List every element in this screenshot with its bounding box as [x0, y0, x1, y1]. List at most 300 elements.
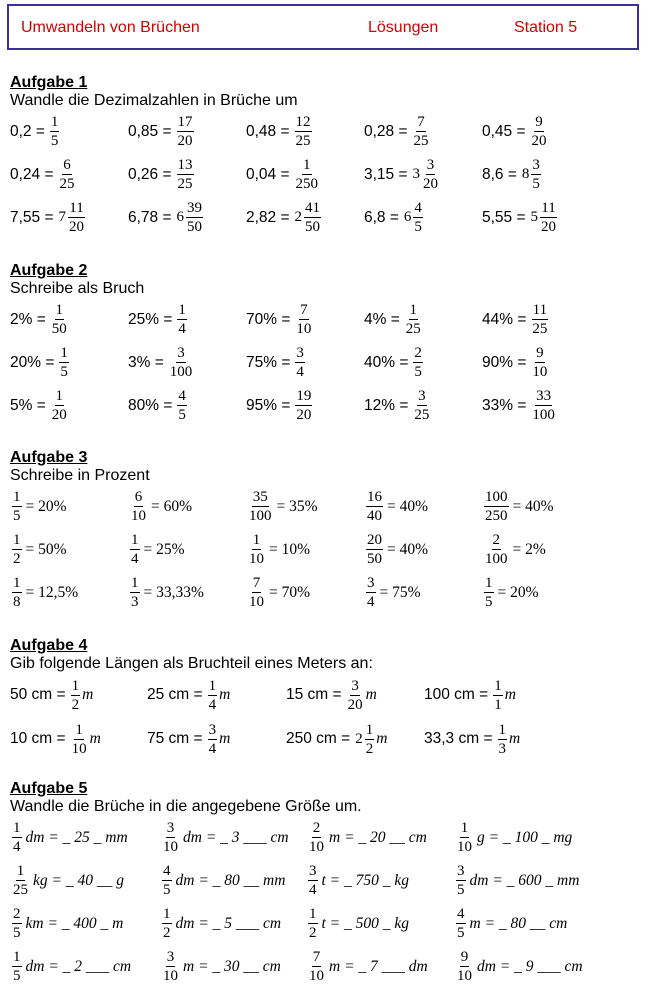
unit: m: [82, 686, 94, 703]
result: dm = _ 5 ___ cm: [175, 914, 282, 932]
result: dm = _ 3 ___ cm: [183, 828, 289, 846]
denominator: 5: [13, 968, 21, 984]
exercise-item: [286, 673, 377, 717]
numerator: 33: [536, 388, 552, 404]
numerator: 2: [13, 906, 21, 922]
numerator: 3: [367, 575, 375, 591]
exercise-term: 40% =: [364, 353, 409, 371]
fraction: [484, 489, 509, 524]
exercise-term: 20% =: [10, 353, 55, 371]
numerator: 1: [498, 721, 506, 738]
fraction: [130, 532, 140, 567]
fraction: [177, 302, 187, 337]
fraction: [422, 157, 439, 192]
fraction: [304, 200, 321, 235]
fraction: [365, 722, 375, 757]
denominator: 20: [541, 219, 557, 235]
fraction: [531, 157, 541, 192]
denominator: 4: [13, 839, 21, 855]
numerator: 3: [426, 157, 435, 173]
task-instruction: Wandle die Dezimalzahlen in Brüche um: [10, 92, 298, 109]
fraction: [347, 678, 364, 713]
denominator: 25: [414, 407, 430, 423]
denominator: 10: [249, 551, 264, 567]
exercise-item: [10, 528, 67, 571]
denominator: 2: [163, 925, 171, 941]
exercise-item: [128, 571, 204, 614]
numerator: 3: [166, 820, 175, 836]
exercise-item: [10, 673, 93, 717]
exercise-item: [364, 341, 425, 384]
numerator: 6: [63, 157, 71, 173]
whole-number: 2: [355, 730, 363, 747]
exercise-item: [424, 673, 516, 717]
unit: m: [219, 730, 231, 747]
fraction: [248, 489, 273, 524]
exercise-term: 8,6 =: [482, 165, 517, 183]
task-instruction: Wandle die Brüche in die angegebene Größe um.: [10, 798, 362, 815]
result: dm = _ 9 ___ cm: [477, 957, 583, 975]
result: = 70%: [269, 583, 311, 601]
fraction: [186, 200, 203, 235]
numerator: 1: [71, 677, 80, 694]
denominator: 4: [367, 594, 375, 610]
numerator: 1: [460, 820, 469, 836]
denominator: 10: [131, 508, 146, 524]
numerator: 4: [414, 200, 422, 216]
result: = 25%: [143, 540, 185, 558]
fraction: [208, 678, 218, 713]
denominator: 10: [457, 968, 472, 984]
numerator: 7: [300, 302, 308, 318]
exercise-term: 0,24 =: [10, 165, 54, 183]
exercise-item: [306, 902, 409, 945]
denominator: 5: [178, 407, 186, 423]
exercise-term: 70% =: [246, 310, 291, 328]
task-2: [10, 262, 640, 427]
result: = 20%: [497, 583, 539, 601]
result: m = _ 20 __ cm: [329, 828, 427, 846]
denominator: 10: [309, 968, 324, 984]
exercise-term: 5% =: [10, 396, 46, 414]
denominator: 25: [532, 321, 548, 337]
numerator: 1: [60, 345, 68, 361]
numerator: 1: [208, 677, 217, 694]
denominator: 4: [296, 364, 304, 380]
exercise-item: [128, 110, 196, 153]
fraction: [456, 863, 466, 898]
exercise-row: [10, 717, 640, 761]
result: = 35%: [276, 497, 318, 515]
exercise-item: [128, 153, 196, 196]
exercise-item: [128, 298, 189, 341]
exercise-term: 3,15 =: [364, 165, 408, 183]
exercise-item: [482, 153, 543, 196]
numerator: 12: [295, 114, 311, 130]
result: dm = _ 2 ___ cm: [25, 957, 132, 975]
fraction: [71, 722, 88, 757]
numerator: 1: [13, 489, 21, 505]
exercise-item: [364, 110, 432, 153]
exercise-item: [482, 341, 550, 384]
exercise-item: [160, 945, 281, 988]
exercise-row: [10, 945, 640, 988]
exercise-term: 44% =: [482, 310, 527, 328]
exercise-item: [160, 902, 281, 945]
result: = 20%: [25, 497, 67, 515]
exercise-item: [10, 153, 78, 196]
exercise-item: [364, 384, 432, 427]
numerator: 20: [367, 532, 382, 548]
exercise-item: [147, 673, 230, 717]
result: kg = _ 40 __ g: [33, 871, 124, 889]
result: dm = _ 25 _ mm: [25, 828, 128, 846]
denominator: 4: [131, 551, 139, 567]
fraction: [130, 575, 140, 610]
exercise-term: 10 cm =: [10, 730, 66, 747]
denominator: 8: [13, 594, 21, 610]
result: = 12,5%: [25, 583, 79, 601]
denominator: 4: [208, 696, 217, 713]
denominator: 5: [13, 925, 21, 941]
fraction: [295, 388, 312, 423]
denominator: 5: [50, 133, 59, 149]
exercise-item: [10, 196, 87, 239]
denominator: 50: [367, 551, 382, 567]
numerator: 3: [208, 721, 217, 738]
denominator: 10: [309, 839, 324, 855]
result: = 2%: [512, 540, 546, 558]
exercise-item: [364, 196, 425, 239]
exercise-item: [482, 384, 558, 427]
exercise-item: [482, 298, 550, 341]
exercise-term: 90% =: [482, 353, 527, 371]
result: = 40%: [387, 540, 429, 558]
denominator: 25: [413, 133, 429, 149]
fraction: [498, 722, 508, 757]
fraction: [456, 949, 473, 984]
exercise-row: [10, 196, 640, 239]
fraction: [248, 575, 265, 610]
exercise-term: 0,26 =: [128, 165, 172, 183]
fraction: [366, 532, 383, 567]
denominator: 2: [309, 925, 317, 941]
denominator: 20: [531, 133, 547, 149]
exercise-item: [482, 571, 539, 614]
numerator: 35: [252, 489, 268, 505]
denominator: 5: [60, 364, 68, 380]
exercise-item: [306, 945, 428, 988]
numerator: 3: [296, 345, 304, 361]
fraction: [177, 114, 194, 149]
fraction: [50, 114, 60, 149]
fraction: [531, 345, 548, 380]
exercise-term: 12% =: [364, 396, 409, 414]
denominator: 10: [296, 321, 312, 337]
exercise-term: 3% =: [128, 353, 164, 371]
denominator: 5: [13, 508, 21, 524]
denominator: 25: [13, 882, 28, 898]
numerator: 9: [460, 949, 469, 965]
denominator: 10: [532, 364, 548, 380]
numerator: 1: [13, 575, 21, 591]
denominator: 5: [414, 364, 422, 380]
result: = 40%: [512, 497, 554, 515]
numerator: 11: [541, 200, 556, 216]
fraction: [484, 575, 494, 610]
exercise-item: [10, 816, 128, 859]
fraction: [162, 949, 179, 984]
numerator: 1: [50, 114, 59, 130]
exercise-item: [364, 528, 428, 571]
task-5: [10, 780, 640, 988]
station-label: Station 5: [514, 19, 578, 36]
exercise-item: [128, 528, 185, 571]
numerator: 1: [13, 532, 21, 548]
denominator: 10: [457, 839, 472, 855]
fraction: [162, 906, 172, 941]
fraction: [162, 863, 172, 898]
numerator: 1: [131, 532, 139, 548]
fraction: [493, 678, 503, 713]
whole-number: 3: [412, 166, 421, 182]
denominator: 10: [249, 594, 264, 610]
exercise-item: [10, 717, 101, 761]
denominator: 4: [309, 882, 317, 898]
exercise-term: 80% =: [128, 396, 173, 414]
result: = 40%: [387, 497, 429, 515]
fraction: [366, 575, 376, 610]
fraction: [540, 200, 557, 235]
exercise-row: [10, 528, 640, 571]
numerator: 19: [296, 388, 312, 404]
denominator: 5: [457, 882, 465, 898]
numerator: 11: [69, 200, 84, 216]
numerator: 3: [351, 677, 359, 694]
exercise-term: 33% =: [482, 396, 527, 414]
fraction: [68, 200, 85, 235]
fraction: [51, 302, 68, 337]
exercise-item: [454, 902, 567, 945]
task-4: [10, 637, 640, 761]
fraction: [295, 157, 320, 192]
exercise-item: [160, 816, 289, 859]
fraction: [59, 157, 76, 192]
result: km = _ 400 _ m: [25, 914, 124, 932]
result: = 60%: [151, 497, 193, 515]
fraction: [162, 820, 179, 855]
whole-number: 8: [521, 166, 530, 182]
task-instruction: Schreibe in Prozent: [10, 467, 150, 484]
exercise-item: [482, 110, 550, 153]
exercise-term: 0,85 =: [128, 122, 172, 140]
task-title: Aufgabe 3: [10, 449, 88, 466]
numerator: 1: [163, 906, 171, 922]
denominator: 20: [177, 133, 193, 149]
numerator: 39: [187, 200, 203, 216]
numerator: 7: [417, 114, 425, 130]
exercise-term: 75 cm =: [147, 730, 203, 747]
exercise-row: [10, 341, 640, 384]
exercise-term: 25 cm =: [147, 686, 203, 703]
numerator: 1: [365, 721, 374, 738]
result: m = _ 7 ___ dm: [329, 957, 428, 975]
denominator: 100: [532, 407, 555, 423]
unit: m: [509, 730, 521, 747]
exercise-item: [246, 571, 310, 614]
denominator: 5: [163, 882, 171, 898]
exercise-item: [10, 485, 67, 528]
exercise-term: 6,78 =: [128, 208, 172, 226]
exercise-row: [10, 153, 640, 196]
exercise-item: [128, 485, 192, 528]
exercise-item: [10, 298, 70, 341]
numerator: 3: [166, 949, 175, 965]
exercise-item: [128, 196, 205, 239]
worksheet-header: [7, 4, 639, 50]
numerator: 1: [13, 949, 21, 965]
exercise-term: 100 cm =: [424, 686, 489, 703]
whole-number: 6: [176, 209, 185, 225]
numerator: 9: [535, 114, 543, 130]
numerator: 41: [305, 200, 321, 216]
fraction: [531, 302, 548, 337]
exercise-term: 2,82 =: [246, 208, 290, 226]
fraction: [59, 345, 69, 380]
fraction: [12, 820, 22, 855]
exercise-term: 250 cm =: [286, 730, 351, 747]
exercise-item: [147, 717, 230, 761]
exercise-item: [10, 945, 131, 988]
denominator: 50: [187, 219, 203, 235]
exercise-item: [246, 110, 314, 153]
exercise-item: [364, 153, 441, 196]
exercise-term: 4% =: [364, 310, 400, 328]
exercise-row: [10, 816, 640, 859]
exercise-row: [10, 859, 640, 902]
exercise-row: [10, 384, 640, 427]
denominator: 1: [494, 696, 502, 713]
fraction: [308, 820, 325, 855]
whole-number: 2: [294, 209, 303, 225]
exercise-term: 50 cm =: [10, 686, 66, 703]
exercise-row: [10, 571, 640, 614]
unit: m: [89, 730, 101, 747]
exercise-row: [10, 902, 640, 945]
exercise-item: [246, 384, 314, 427]
exercise-term: 2% =: [10, 310, 46, 328]
exercise-item: [160, 859, 285, 902]
fraction: [208, 722, 218, 757]
exercise-item: [246, 341, 307, 384]
numerator: 3: [418, 388, 426, 404]
numerator: 4: [457, 906, 465, 922]
fraction: [413, 388, 430, 423]
task-title: Aufgabe 2: [10, 262, 88, 279]
denominator: 20: [423, 176, 439, 192]
task-instruction: Gib folgende Längen als Bruchteil eines Meters an:: [10, 655, 373, 672]
exercise-item: [306, 816, 427, 859]
fraction: [12, 863, 29, 898]
numerator: 1: [409, 302, 418, 318]
exercise-item: [286, 717, 387, 761]
fraction: [295, 302, 312, 337]
numerator: 1: [485, 575, 493, 591]
exercise-row: [10, 298, 640, 341]
exercise-item: [424, 717, 520, 761]
worksheet-title: Umwandeln von Brüchen: [21, 19, 200, 36]
numerator: 1: [494, 677, 502, 694]
fraction: [413, 114, 430, 149]
result: t = _ 750 _ kg: [321, 871, 410, 889]
denominator: 4: [208, 740, 217, 757]
fraction: [177, 388, 187, 423]
numerator: 1: [55, 302, 64, 318]
fraction: [456, 820, 473, 855]
denominator: 40: [367, 508, 382, 524]
numerator: 3: [457, 863, 465, 879]
exercise-item: [482, 485, 554, 528]
task-instruction: Schreibe als Bruch: [10, 280, 145, 297]
numerator: 1: [178, 302, 186, 318]
exercise-item: [10, 341, 71, 384]
denominator: 10: [163, 968, 178, 984]
exercise-item: [128, 341, 195, 384]
result: = 75%: [379, 583, 421, 601]
numerator: 1: [252, 532, 261, 548]
exercise-item: [128, 384, 189, 427]
denominator: 25: [177, 176, 193, 192]
exercise-term: 33,3 cm =: [424, 730, 493, 747]
denominator: 3: [131, 594, 139, 610]
numerator: 3: [532, 157, 540, 173]
result: = 10%: [269, 540, 311, 558]
fraction: [169, 345, 194, 380]
exercise-term: 5,55 =: [482, 208, 526, 226]
exercise-item: [364, 485, 428, 528]
denominator: 20: [69, 219, 85, 235]
exercise-item: [454, 945, 583, 988]
fraction: [295, 345, 305, 380]
exercise-item: [246, 528, 310, 571]
exercise-item: [306, 859, 409, 902]
denominator: 25: [295, 133, 311, 149]
denominator: 10: [71, 740, 87, 757]
task-title: Aufgabe 4: [10, 637, 88, 654]
numerator: 16: [367, 489, 382, 505]
denominator: 4: [178, 321, 186, 337]
whole-number: 6: [403, 209, 412, 225]
exercise-item: [482, 528, 546, 571]
result: m = _ 30 __ cm: [183, 957, 281, 975]
denominator: 3: [498, 740, 506, 757]
numerator: 13: [177, 157, 193, 173]
task-3: [10, 449, 640, 614]
numerator: 2: [492, 532, 500, 548]
result: dm = _ 600 _ mm: [469, 871, 580, 889]
exercise-item: [246, 153, 321, 196]
denominator: 2: [365, 740, 374, 757]
exercise-term: 6,8 =: [364, 208, 399, 226]
denominator: 2: [71, 696, 80, 713]
exercise-row: [10, 110, 640, 153]
fraction: [308, 906, 318, 941]
denominator: 250: [485, 508, 508, 524]
result: = 50%: [25, 540, 67, 558]
denominator: 5: [532, 176, 540, 192]
exercise-item: [364, 298, 424, 341]
fraction: [308, 949, 325, 984]
